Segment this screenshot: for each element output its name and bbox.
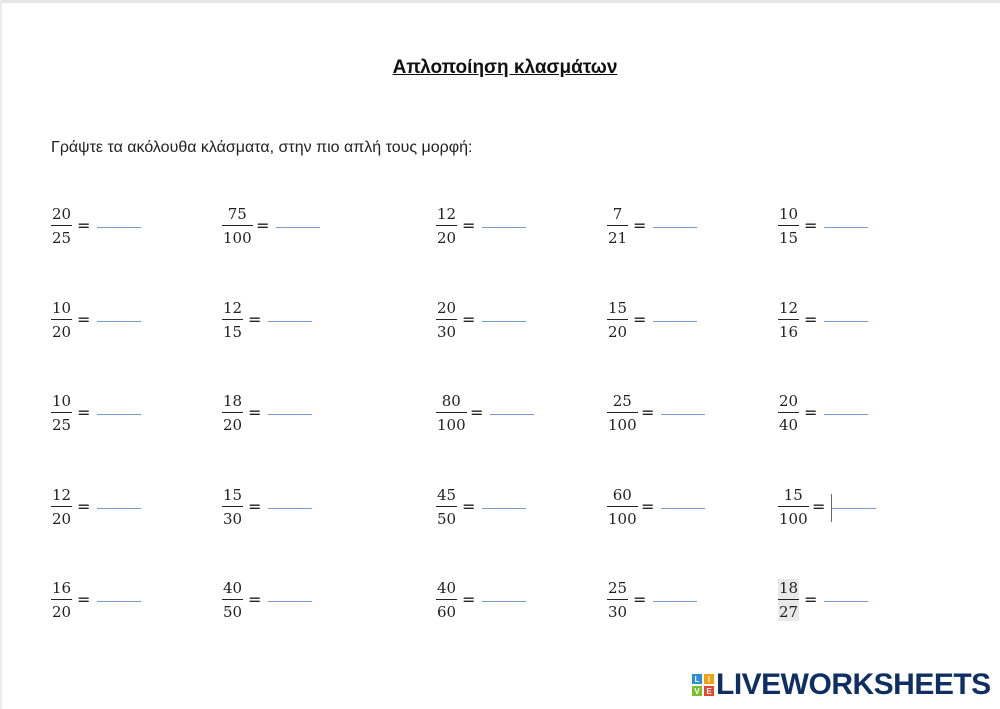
liveworksheets-logo[interactable] [692,668,991,702]
fraction-numerator: 60 [612,486,632,504]
fraction-bar [607,412,638,413]
fraction [222,486,243,528]
fraction-bar [436,599,457,600]
equals-sign: = [248,497,262,516]
equals-sign: = [462,497,476,516]
fraction-bar [778,599,799,600]
fraction-bar [778,319,799,320]
fraction-denominator: 100 [223,229,252,248]
answer-input[interactable] [268,601,312,602]
fraction-denominator: 21 [608,229,628,248]
fraction-numerator: 16 [52,579,72,597]
answer-input[interactable] [653,321,697,322]
fraction-bar [51,225,72,226]
equals-sign: = [462,310,476,329]
answer-input[interactable] [653,601,697,602]
fraction-bar [778,506,809,507]
equals-sign: = [633,216,647,235]
equals-sign: = [77,310,91,329]
fraction-bar [607,506,638,507]
fraction-numerator: 18 [223,392,243,410]
fraction [436,299,457,341]
logo-block-e: E [704,686,714,696]
equals-sign: = [804,216,818,235]
fraction [607,392,638,434]
equals-sign: = [633,310,647,329]
answer-input[interactable] [482,227,526,228]
equals-sign: = [812,497,826,516]
fraction-denominator: 30 [437,323,457,342]
fraction-numerator: 18 [779,579,799,597]
fraction-bar [436,319,457,320]
page-left-edge [0,0,2,709]
logo-block-i: I [704,674,714,684]
fraction-denominator: 20 [52,323,72,342]
fraction-numerator: 12 [437,205,457,223]
fraction [51,205,72,247]
fraction-bar [436,412,467,413]
answer-input[interactable] [482,321,526,322]
page-top-edge [0,0,1000,3]
fraction-numerator: 40 [437,579,457,597]
equals-sign: = [462,216,476,235]
equals-sign: = [77,216,91,235]
equals-sign: = [804,403,818,422]
fraction-bar [222,506,243,507]
answer-input[interactable] [824,227,868,228]
fraction-bar [607,599,628,600]
fraction-denominator: 100 [608,510,637,529]
equals-sign: = [633,590,647,609]
fraction-bar [222,319,243,320]
fraction-bar [51,319,72,320]
fraction-numerator: 7 [612,205,623,223]
fraction [778,392,799,434]
fraction [436,579,457,621]
fraction-numerator: 15 [223,486,243,504]
fraction [778,299,799,341]
answer-input[interactable] [268,508,312,509]
answer-input[interactable] [661,508,705,509]
fraction-bar [222,225,253,226]
fraction-numerator: 12 [52,486,72,504]
fraction-numerator: 20 [779,392,799,410]
fraction [607,205,628,247]
fraction [607,486,638,528]
fraction-denominator: 20 [437,229,457,248]
equals-sign: = [641,403,655,422]
answer-input[interactable] [268,321,312,322]
fraction-numerator: 25 [608,579,628,597]
answer-input[interactable] [482,601,526,602]
fraction [51,579,72,621]
fraction [222,392,243,434]
equals-sign: = [804,310,818,329]
fraction-denominator: 27 [779,603,799,622]
equals-sign: = [77,497,91,516]
equals-sign: = [804,590,818,609]
fraction-denominator: 50 [437,510,457,529]
fraction [51,299,72,341]
fraction [222,299,243,341]
fraction-numerator: 75 [227,205,247,223]
answer-input[interactable] [490,414,534,415]
fraction-numerator: 12 [223,299,243,317]
fraction-numerator: 20 [437,299,457,317]
fraction-numerator: 25 [612,392,632,410]
fraction-numerator: 20 [52,205,72,223]
answer-input[interactable] [97,227,141,228]
fraction-bar [222,412,243,413]
fraction-denominator: 30 [223,510,243,529]
equals-sign: = [248,310,262,329]
logo-block-l: L [692,674,702,684]
fraction [436,486,457,528]
instruction-text: Γράψτε τα ακόλουθα κλάσματα, στην πιο απλή τους μορφή: [51,139,473,156]
equals-sign: = [248,590,262,609]
equals-sign: = [77,590,91,609]
fraction [51,486,72,528]
answer-input[interactable] [661,414,705,415]
fraction-numerator: 10 [779,205,799,223]
fraction-bar [436,506,457,507]
equals-sign: = [641,497,655,516]
fraction-numerator: 10 [52,392,72,410]
fraction-denominator: 25 [52,416,72,435]
fraction-bar [607,225,628,226]
fraction-denominator: 20 [52,603,72,622]
fraction-numerator: 40 [223,579,243,597]
text-cursor [831,494,832,522]
answer-input[interactable] [832,508,876,509]
fraction-denominator: 15 [223,323,243,342]
fraction [436,205,457,247]
equals-sign: = [470,403,484,422]
fraction-denominator: 25 [52,229,72,248]
fraction-denominator: 16 [779,323,799,342]
fraction-denominator: 60 [437,603,457,622]
logo-blocks-icon [692,674,714,696]
fraction [778,205,799,247]
worksheet-title: Απλοποίηση κλασμάτων [392,57,618,78]
fraction-bar [607,319,628,320]
equals-sign: = [462,590,476,609]
fraction-numerator: 10 [52,299,72,317]
fraction-denominator: 20 [223,416,243,435]
equals-sign: = [248,403,262,422]
fraction [436,392,467,434]
fraction-denominator: 100 [779,510,808,529]
fraction [778,579,799,621]
fraction-numerator: 15 [783,486,803,504]
answer-input[interactable] [97,321,141,322]
answer-input[interactable] [97,414,141,415]
fraction-bar [778,412,799,413]
fraction [607,579,628,621]
fraction-bar [51,506,72,507]
answer-input[interactable] [824,601,868,602]
fraction-denominator: 15 [779,229,799,248]
fraction-denominator: 30 [608,603,628,622]
answer-input[interactable] [824,321,868,322]
logo-text: LIVEWORKSHEETS [716,668,991,701]
fraction [778,486,809,528]
fraction [51,392,72,434]
fraction [222,579,243,621]
fraction-numerator: 45 [437,486,457,504]
fraction-denominator: 50 [223,603,243,622]
equals-sign: = [256,216,270,235]
fraction-bar [51,599,72,600]
answer-input[interactable] [97,508,141,509]
answer-input[interactable] [824,414,868,415]
fraction-denominator: 20 [52,510,72,529]
answer-input[interactable] [276,227,320,228]
answer-input[interactable] [268,414,312,415]
fraction-numerator: 80 [441,392,461,410]
fraction-bar [778,225,799,226]
equals-sign: = [77,403,91,422]
answer-input[interactable] [653,227,697,228]
fraction-denominator: 40 [779,416,799,435]
fraction-numerator: 12 [779,299,799,317]
fraction [222,205,253,247]
fraction-bar [436,225,457,226]
fraction [607,299,628,341]
fraction-numerator: 15 [608,299,628,317]
fraction-denominator: 100 [437,416,466,435]
fraction-denominator: 100 [608,416,637,435]
answer-input[interactable] [482,508,526,509]
answer-input[interactable] [97,601,141,602]
fraction-bar [51,412,72,413]
fraction-bar [222,599,243,600]
logo-block-v: V [692,686,702,696]
fraction-denominator: 20 [608,323,628,342]
